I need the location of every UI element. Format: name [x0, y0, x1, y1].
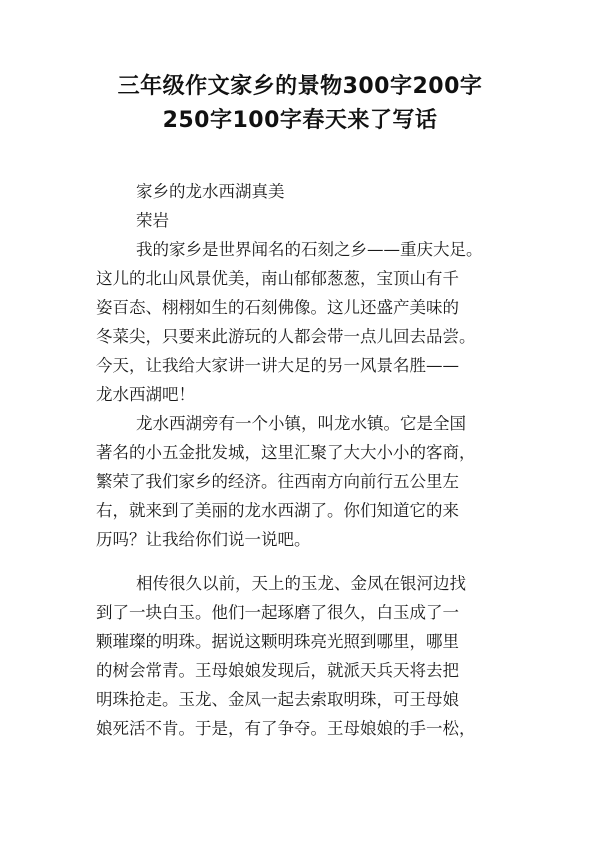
paragraph-line: 的树会常青。王母娘娘发现后，就派天兵天将去把: [96, 661, 459, 680]
paragraph-line: 娘死活不肯。于是，有了争夺。王母娘娘的手一松，: [96, 719, 476, 738]
paragraph-line: 相传很久以前，天上的玉龙、金凤在银河边找: [136, 574, 466, 593]
paragraph-1: [96, 235, 526, 409]
paragraph-line: 著名的小五金批发城，这里汇聚了大大小小的客商，: [96, 443, 476, 462]
paragraph-line: 今天，让我给大家讲一讲大足的另一风景名胜——: [96, 356, 459, 375]
paragraph-line: 到了一块白玉。他们一起琢磨了很久，白玉成了一: [96, 603, 459, 622]
title-line-2: 250字100字春天来了写话: [162, 108, 438, 133]
paragraph-line: 冬菜尖，只要来此游玩的人都会带一点儿回去品尝。: [96, 327, 476, 346]
paragraph-line: 龙水西湖吧！: [96, 385, 195, 404]
paragraph-line: 我的家乡是世界闻名的石刻之乡——重庆大足。: [136, 240, 483, 259]
paragraph-line: 龙水西湖旁有一个小镇，叫龙水镇。它是全国: [136, 414, 466, 433]
paragraph-line: 右，就来到了美丽的龙水西湖了。你们知道它的来: [96, 501, 459, 520]
paragraph-line: 颗璀璨的明珠。据说这颗明珠亮光照到哪里，哪里: [96, 632, 459, 651]
title-line-1: 三年级作文家乡的景物300字200字: [117, 74, 483, 99]
paragraph-line: 历吗？让我给你们说一说吧。: [96, 530, 311, 549]
paragraph-line: 这儿的北山风景优美，南山郁郁葱葱，宝顶山有千: [96, 269, 459, 288]
paragraph-line: 姿百态、栩栩如生的石刻佛像。这儿还盛产美味的: [96, 298, 459, 317]
page-title: [60, 70, 540, 138]
paragraph-line: 繁荣了我们家乡的经济。往西南方向前行五公里左: [96, 472, 459, 491]
essay-title: 家乡的龙水西湖真美: [136, 182, 285, 201]
paragraph-2: [96, 409, 526, 554]
essay-body: [96, 177, 526, 743]
paragraph-line: 明珠抢走。玉龙、金凤一起去索取明珠，可王母娘: [96, 690, 459, 709]
paragraph-gap: [96, 554, 526, 569]
paragraph-3: [96, 569, 526, 743]
essay-author: 荣岩: [136, 211, 169, 230]
